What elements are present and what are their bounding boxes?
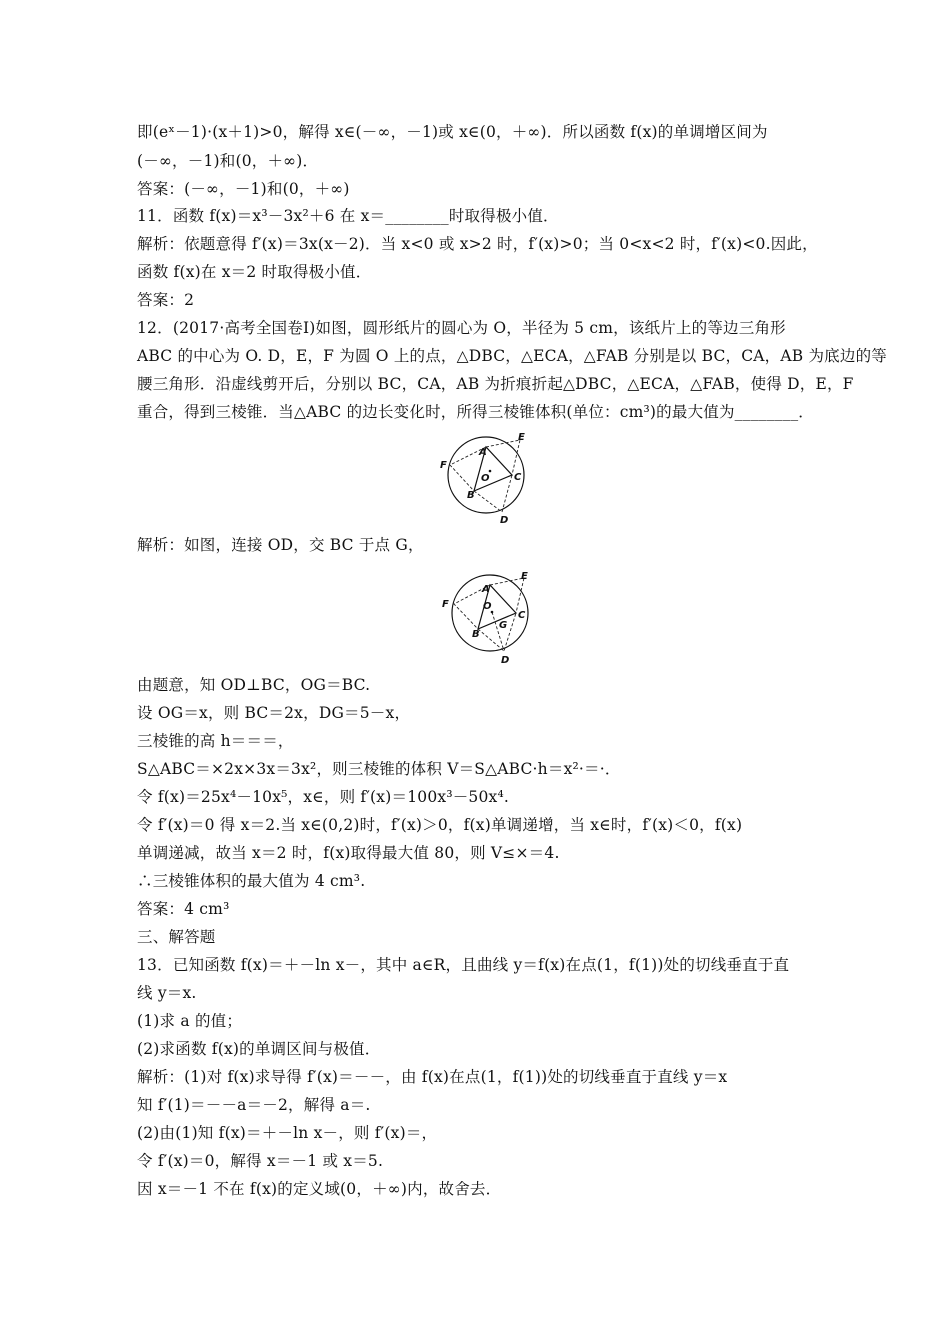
- label-f: F: [442, 599, 449, 610]
- label-e: E: [518, 432, 525, 443]
- label-d: D: [501, 655, 510, 666]
- answer-line: 答案：4 cm³: [137, 900, 230, 918]
- label-b: B: [472, 629, 480, 640]
- text-line: 三棱锥的高 h＝＝＝，: [137, 732, 294, 750]
- text-line: ABC 的中心为 O. D，E，F 为圆 O 上的点，△DBC，△ECA，△FAB 分别是以 BC，CA，AB 为底边的等: [137, 347, 887, 365]
- text-line: 由题意，知 OD⊥BC，OG＝BC.: [137, 676, 371, 694]
- label-f: F: [440, 460, 447, 471]
- text-line: S△ABC＝×2x×3x＝3x²，则三棱锥的体积 V＝S△ABC·h＝x²·＝·．: [137, 760, 621, 778]
- text-line: 令 f′(x)＝0，解得 x＝－1 或 x＝5.: [137, 1152, 384, 1170]
- text-line: 即(eˣ－1)·(x＋1)>0，解得 x∈(－∞，－1)或 x∈(0，＋∞)．所以函数 f(x)的单调增区间为: [137, 123, 768, 141]
- question-13: 13．已知函数 f(x)＝＋－ln x－，其中 a∈R，且曲线 y＝f(x)在点(1，f(1))处的切线垂直于直: [137, 956, 790, 974]
- text-line: 令 f(x)＝25x⁴－10x⁵，x∈，则 f′(x)＝100x³－50x⁴.: [137, 788, 510, 806]
- label-b: B: [467, 490, 475, 501]
- question-12: 12．(2017·高考全国卷Ⅰ)如图，圆形纸片的圆心为 O，半径为 5 cm，该纸片上的等边三角形: [137, 319, 786, 337]
- label-d: D: [500, 515, 509, 526]
- text-line: 线 y＝x.: [137, 984, 197, 1002]
- text-line: 单调递减，故当 x＝2 时，f(x)取得最大值 80，则 V≤×＝4.: [137, 844, 560, 862]
- text-line: (2)由(1)知 f(x)＝＋－ln x－，则 f′(x)＝，: [137, 1124, 438, 1142]
- text-line: (2)求函数 f(x)的单调区间与极值．: [137, 1040, 381, 1058]
- text-line: 重合，得到三棱锥．当△ABC 的边长变化时，所得三棱锥体积(单位：cm³)的最大值为________．: [137, 403, 814, 421]
- circle-diagram-1: [432, 428, 532, 528]
- text-line: 解析：依题意得 f′(x)＝3x(x－2)．当 x<0 或 x>2 时，f′(x)>0；当 0<x<2 时，f′(x)<0.因此，: [137, 235, 818, 253]
- text-line: ∴三棱锥体积的最大值为 4 cm³.: [137, 872, 366, 890]
- text-line: 函数 f(x)在 x＝2 时取得极小值．: [137, 263, 372, 281]
- label-o: O: [483, 601, 492, 612]
- answer-line: 答案：(－∞，－1)和(0，＋∞): [137, 180, 350, 198]
- answer-line: 答案：2: [137, 291, 195, 309]
- text-line: 解析：如图，连接 OD，交 BC 于点 G，: [137, 536, 424, 554]
- text-line: 解析：(1)对 f(x)求导得 f′(x)＝－－，由 f(x)在点(1，f(1))处的切线垂直于直线 y＝x: [137, 1068, 728, 1086]
- text-line: 令 f′(x)＝0 得 x＝2.当 x∈(0,2)时，f′(x)＞0，f(x)单调递增，当 x∈时，f′(x)＜0，f(x): [137, 816, 743, 834]
- label-a: A: [482, 584, 490, 595]
- text-line: (－∞，－1)和(0，＋∞)．: [137, 152, 319, 170]
- text-line: 知 f′(1)＝－－a＝－2，解得 a＝.: [137, 1096, 371, 1114]
- text-line: 因 x＝－1 不在 f(x)的定义域(0，＋∞)内，故舍去．: [137, 1180, 502, 1198]
- label-g: G: [499, 620, 508, 631]
- text-line: 设 OG＝x，则 BC＝2x，DG＝5－x，: [137, 704, 411, 722]
- text-line: (1)求 a 的值；: [137, 1012, 243, 1030]
- section-heading: 三、解答题: [137, 928, 216, 946]
- circle-diagram-2: [432, 568, 532, 668]
- label-a: A: [479, 447, 487, 458]
- label-o: O: [481, 473, 490, 484]
- label-c: C: [514, 472, 522, 483]
- text-line: 腰三角形．沿虚线剪开后，分别以 BC，CA，AB 为折痕折起△DBC，△ECA，△FAB，使得 D，E，F: [137, 375, 854, 393]
- label-e: E: [521, 571, 528, 582]
- question-11: 11．函数 f(x)＝x³－3x²＋6 在 x＝________时取得极小值．: [137, 207, 559, 225]
- label-c: C: [518, 610, 526, 621]
